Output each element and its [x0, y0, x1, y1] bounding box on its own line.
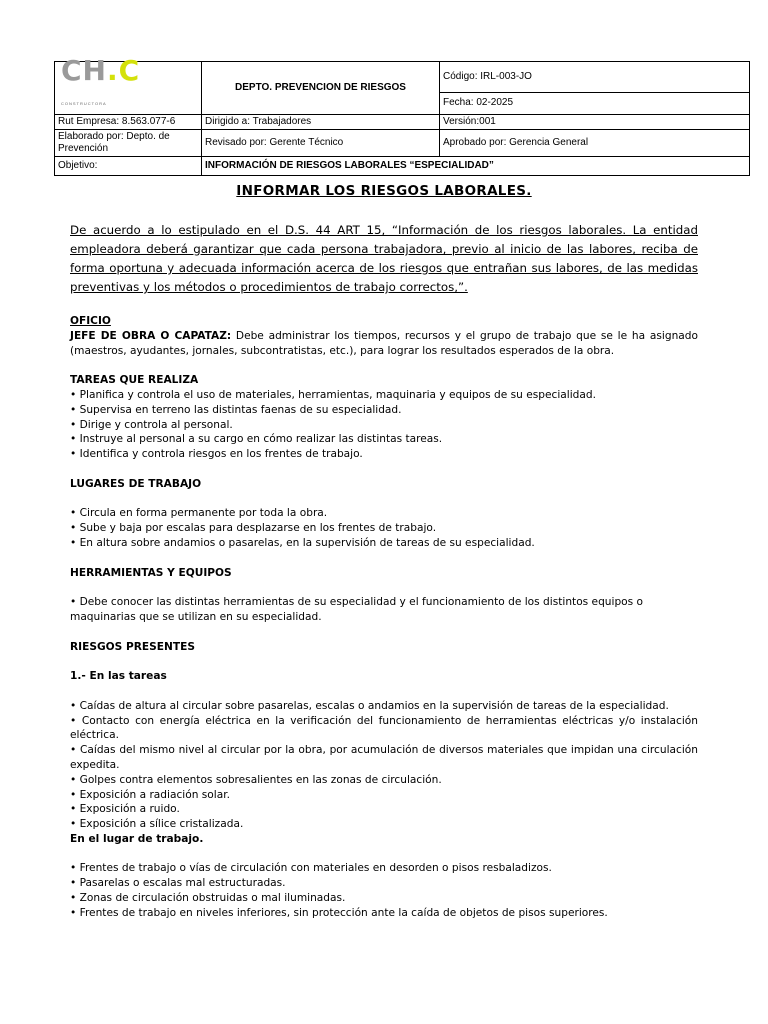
riesgos-subheading-tareas: 1.- En las tareas	[70, 670, 167, 683]
list-item: • Golpes contra elementos sobresalientes en las zonas de circulación.	[70, 773, 442, 786]
oficio-description: Debe administrar los tiempos, recursos y el grupo de trabajo que se le ha asignado (maestros, ayudantes, jornales, subcontratistas, etc.), para lograr los resultados esperados de la obra.	[70, 329, 698, 357]
list-item: • Dirige y controla al personal.	[70, 418, 233, 431]
riesgos-heading: RIESGOS PRESENTES	[70, 640, 195, 653]
list-item: • En altura sobre andamios o pasarelas, en la supervisión de tareas de su especialidad.	[70, 536, 535, 549]
document-body	[70, 314, 698, 921]
list-item: • Instruye al personal a su cargo en cómo realizar las distintas tareas.	[70, 433, 443, 446]
directed-to-cell: Dirigido a: Trabajadores	[202, 115, 440, 130]
list-item: • Exposición a radiación solar.	[70, 788, 230, 801]
logo-text: CH	[61, 54, 107, 87]
list-item: • Exposición a sílice cristalizada.	[70, 818, 244, 831]
company-logo	[61, 54, 161, 108]
date-cell: Fecha: 02-2025	[440, 92, 750, 114]
prepared-by-cell: Elaborado por: Depto. de Prevención	[55, 130, 202, 157]
objective-label-cell: Objetivo:	[55, 157, 202, 176]
tareas-heading: TAREAS QUE REALIZA	[70, 374, 199, 387]
oficio-paragraph	[70, 329, 698, 359]
document-title: INFORMAR LOS RIESGOS LABORALES.	[236, 183, 532, 199]
herramientas-heading: HERRAMIENTAS Y EQUIPOS	[70, 566, 232, 579]
list-item: • Caídas del mismo nivel al circular por la obra, por acumulación de diversos materiales que impidan una circulación expedita.	[70, 744, 698, 771]
objective-value-cell: INFORMACIÓN DE RIESGOS LABORALES “ESPECIALIDAD”	[202, 157, 750, 176]
version-cell: Versión:001	[440, 115, 750, 130]
lugares-heading: LUGARES DE TRABAJO	[70, 477, 202, 490]
list-item: • Caídas de altura al circular sobre pasarelas, escalas o andamios en la supervisión de tareas de la especialidad.	[70, 699, 669, 712]
list-item: • Supervisa en terreno las distintas faenas de su especialidad.	[70, 403, 402, 416]
list-item: • Debe conocer las distintas herramientas de su especialidad y el funcionamiento de los distintos equipos o maquinarias que se utilizan en su especialidad.	[70, 596, 644, 623]
logo-dot: .C	[106, 54, 141, 87]
list-item: • Frentes de trabajo en niveles inferiores, sin protección ante la caída de objetos de pisos superiores.	[70, 906, 608, 919]
list-item: • Pasarelas o escalas mal estructuradas.	[70, 877, 286, 890]
list-item: • Planifica y controla el uso de materiales, herramientas, maquinaria y equipos de su especialidad.	[70, 388, 596, 401]
list-item: • Contacto con energía eléctrica en la verificación del funcionamiento de herramientas eléctricas y/o instalación eléctrica.	[70, 714, 698, 742]
department-cell: DEPTO. PREVENCION DE RIESGOS	[202, 62, 440, 115]
list-item: • Sube y baja por escalas para desplazarse en los frentes de trabajo.	[70, 522, 437, 535]
list-item: • Zonas de circulación obstruidas o mal iluminadas.	[70, 892, 346, 905]
reviewed-by-cell: Revisado por: Gerente Técnico	[202, 130, 440, 157]
logo-subtitle: CONSTRUCTORA	[61, 101, 107, 106]
riesgos-subheading-lugar: En el lugar de trabajo.	[70, 832, 204, 845]
rut-cell: Rut Empresa: 8.563.077-6	[55, 115, 202, 130]
document-header-table	[54, 54, 750, 176]
oficio-heading: OFICIO	[70, 315, 111, 327]
list-item: • Identifica y controla riesgos en los frentes de trabajo.	[70, 448, 363, 461]
list-item: • Exposición a ruido.	[70, 803, 180, 816]
list-item: • Circula en forma permanente por toda la obra.	[70, 507, 328, 520]
approved-by-cell: Aprobado por: Gerencia General	[440, 130, 750, 157]
intro-paragraph: De acuerdo a lo estipulado en el D.S. 44 ART 15, “Información de los riesgos laborales. La entidad empleadora deberá garantizar que cada persona trabajadora, previo al inicio de las labores, reciba de forma oportuna y adecuada información acerca de los riesgos que entrañan sus labores, de las medidas preventivas y los métodos o procedimientos de trabajo correctos,”.	[70, 223, 698, 294]
logo-cell	[55, 54, 202, 115]
code-cell: Código: IRL-003-JO	[440, 62, 750, 93]
list-item: • Frentes de trabajo o vías de circulación con materiales en desorden o pisos resbaladizos.	[70, 862, 552, 875]
oficio-role: JEFE DE OBRA O CAPATAZ:	[70, 329, 232, 342]
